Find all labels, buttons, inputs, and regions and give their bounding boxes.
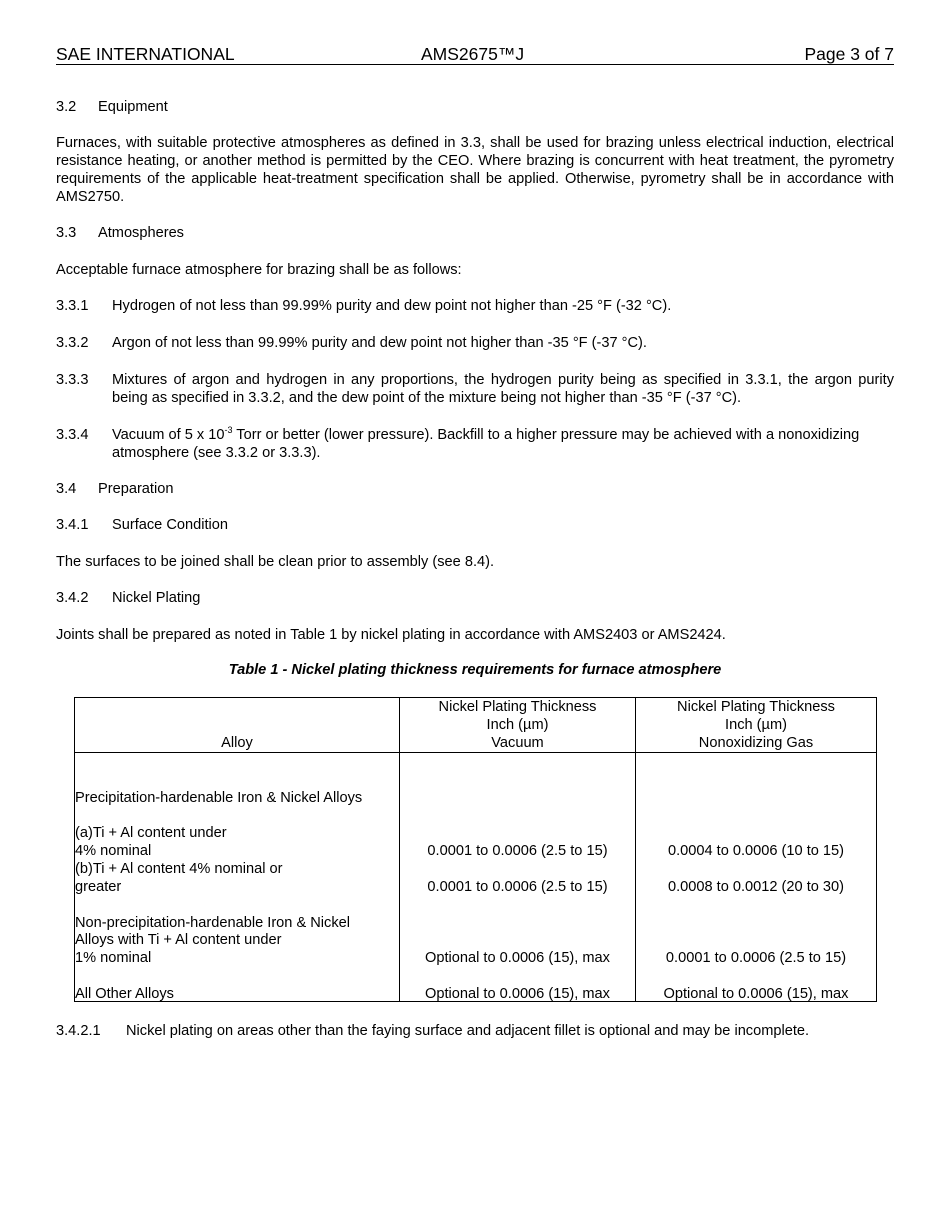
table-caption: Table 1 - Nickel plating thickness requirements for furnace atmosphere [228,662,722,678]
header-vacuum [400,698,636,753]
section-number: 3.3 [56,225,77,241]
section-3-4-1-paragraph: The surfaces to be joined shall be clean prior to assembly (see 8.4). [56,554,495,570]
table-header-row [75,698,877,753]
section-number: 3.2 [56,99,77,115]
header-line: Nickel Plating Thickness [677,699,835,715]
section-number: 3.4.1 [56,517,89,533]
item-3-3-4 [56,426,894,462]
header-line: Vacuum [491,735,544,751]
alloy-line: Precipitation-hardenable Iron & Nickel Alloys [75,790,363,806]
section-number: 3.4.2 [56,590,89,606]
section-3-2-heading [56,98,168,116]
gas-column [636,753,877,1002]
item-text-line-1 [112,426,894,444]
alloy-line: 1% nominal [75,950,152,966]
section-title: Equipment [98,99,168,115]
vacuum-value: Optional to 0.0006 (15), max [425,950,610,966]
item-number: 3.3.2 [56,335,89,351]
header-organization: SAE INTERNATIONAL [56,44,235,64]
alloy-line: All Other Alloys [75,986,174,1002]
item-text-line-1: Mixtures of argon and hydrogen in any proportions, the hydrogen purity being as specified in 3.3.1, the argon purity [112,372,894,388]
item-number: 3.3.3 [56,372,89,388]
alloy-line: greater [75,879,122,895]
item-text: Nickel plating on areas other than the faying surface and adjacent fillet is optional and may be incomplete. [126,1023,810,1039]
vacuum-value: 0.0001 to 0.0006 (2.5 to 15) [427,879,608,895]
item-number: 3.4.2.1 [56,1023,101,1039]
section-title: Surface Condition [112,517,229,533]
section-3-4-heading [56,480,174,498]
plating-table [74,697,877,1002]
gas-value: 0.0004 to 0.0006 (10 to 15) [667,843,845,859]
vacuum-value: Optional to 0.0006 (15), max [425,986,610,1002]
section-3-2-paragraph: Furnaces, with suitable protective atmospheres as defined in 3.3, shall be used for brazing unless electrical induction, electrical resistance heating, or another method is permitted by the CEO. Where brazing is concurrent with heat treatment, the pyrometry requirements of the applicable heat-treatment specification shall be applied. Otherwise, pyrometry shall be in accordance with AMS2750. [56,135,894,205]
section-title: Nickel Plating [112,590,201,606]
alloy-line: (b)Ti + Al content 4% nominal or [75,861,283,877]
alloy-line: Alloys with Ti + Al content under [75,932,282,948]
alloy-line: 4% nominal [75,843,152,859]
alloy-line: Non-precipitation-hardenable Iron & Nickel [75,915,350,931]
header-line: Inch (µm) [486,717,549,733]
table-body-row [75,753,877,1002]
alloy-line: (a)Ti + Al content under [75,825,227,841]
item-3-3-3 [56,371,894,407]
section-title: Preparation [98,481,174,497]
page-header [56,44,894,65]
header-page-number: Page 3 of 7 [804,44,894,64]
vacuum-column [400,753,636,1002]
item-text-line-2: atmosphere (see 3.3.2 or 3.3.3). [112,445,321,461]
section-3-3-paragraph: Acceptable furnace atmosphere for brazing shall be as follows: [56,262,462,278]
header-line: Inch (µm) [725,717,787,733]
gas-value: 0.0008 to 0.0012 (20 to 30) [667,879,845,895]
item-text-line-2: being as specified in 3.3.2, and the dew point of the mixture being not higher than -35 °F (-37 °C). [112,390,742,406]
item-text-post: Torr or better (lower pressure). Backfill to a higher pressure may be achieved with a nonoxidizing [232,427,860,443]
section-title: Atmospheres [98,225,184,241]
item-text-pre: Vacuum of 5 x 10 [112,427,225,443]
exponent: -3 [224,425,233,436]
header-line: Nonoxidizing Gas [698,735,814,751]
section-3-3-heading [56,224,184,242]
section-3-4-2-paragraph: Joints shall be prepared as noted in Table 1 by nickel plating in accordance with AMS2403 or AMS2424. [56,627,726,643]
vacuum-value: 0.0001 to 0.0006 (2.5 to 15) [427,843,608,859]
gas-value: Optional to 0.0006 (15), max [663,986,849,1002]
item-text: Argon of not less than 99.99% purity and dew point not higher than -35 °F (-37 °C). [112,335,647,351]
header-document-id: AMS2675™J [421,44,525,64]
alloy-column [75,753,400,1002]
header-nonoxidizing-gas [636,698,877,753]
header-alloy-label: Alloy [221,735,253,751]
item-number: 3.3.4 [56,427,89,443]
header-alloy [75,698,400,753]
item-number: 3.3.1 [56,298,89,314]
header-line: Nickel Plating Thickness [438,699,597,715]
section-number: 3.4 [56,481,77,497]
gas-value: 0.0001 to 0.0006 (2.5 to 15) [665,950,847,966]
item-text: Hydrogen of not less than 99.99% purity and dew point not higher than -25 °F (-32 °C). [112,298,672,314]
